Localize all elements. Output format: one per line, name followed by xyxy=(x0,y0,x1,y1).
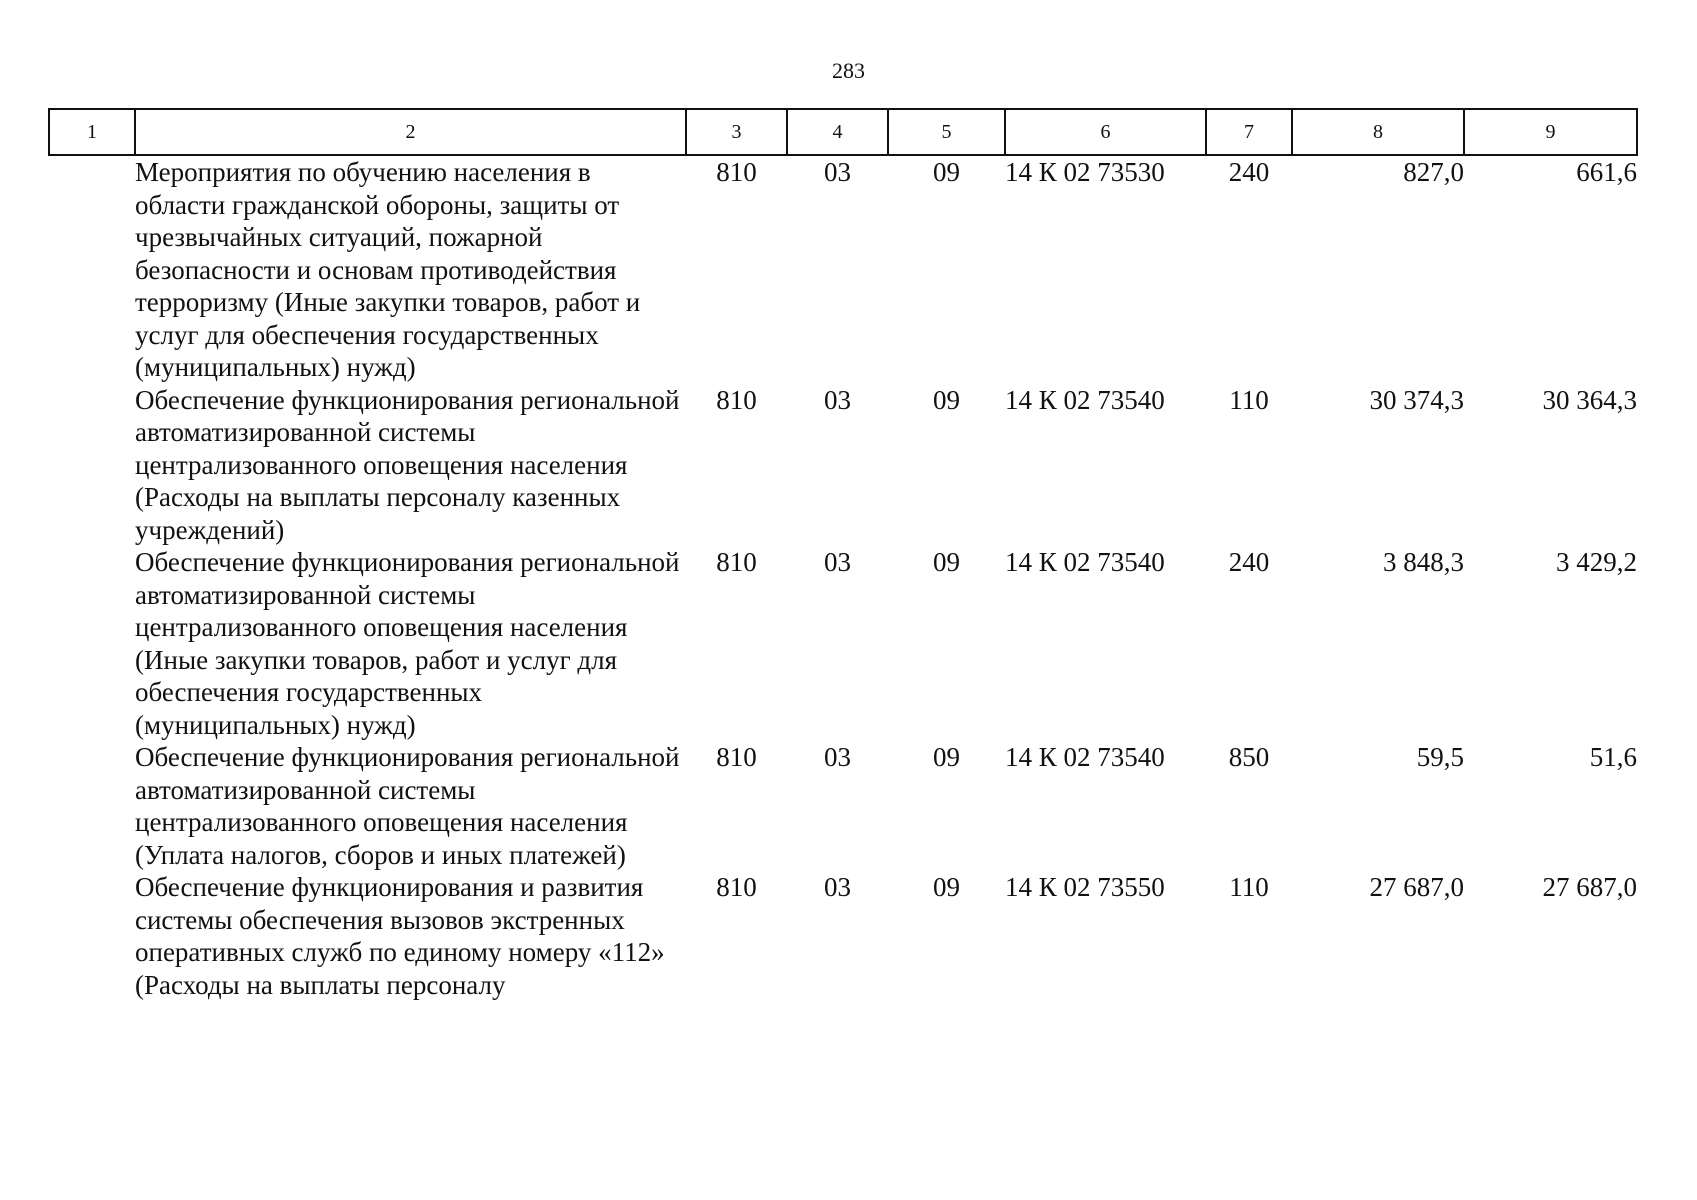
row-description: Обеспечение функционирования и развития системы обеспечения вызовов экстренных оперативных служб по единому номеру «112» (Расходы на выплаты персоналу xyxy=(135,872,665,1000)
row-index-cell xyxy=(49,546,135,741)
amount-col-8: 27 687,0 xyxy=(1369,872,1464,902)
subsection-code: 09 xyxy=(933,384,960,415)
target-article-code: 14 К 02 73540 xyxy=(1005,547,1165,577)
expense-type-code: 240 xyxy=(1228,157,1270,187)
amount-col-8: 827,0 xyxy=(1403,157,1464,187)
table-row xyxy=(49,871,1637,1001)
row-index-cell xyxy=(49,384,135,547)
table-row xyxy=(49,546,1637,741)
ministry-code: 810 xyxy=(716,384,757,415)
amount-col-8: 59,5 xyxy=(1416,742,1464,772)
amount-col-9: 27 687,0 xyxy=(1542,872,1637,902)
column-number-header xyxy=(49,109,1637,155)
column-header: 6 xyxy=(1005,109,1206,155)
table-row xyxy=(49,741,1637,871)
target-article-code: 14 К 02 73540 xyxy=(1005,384,1165,415)
column-header: 5 xyxy=(888,109,1005,155)
target-article-code: 14 К 02 73550 xyxy=(1005,872,1165,902)
expense-type-code: 110 xyxy=(1229,384,1269,415)
row-description: Мероприятия по обучению населения в области гражданской обороны, защиты от чрезвычайных ситуаций, пожарной безопасности и основам противодействия терроризму (Иные закупки товаров, работ и услуг для обеспечения государственных (муниципальных) нужд) xyxy=(135,157,641,382)
column-header: 1 xyxy=(49,109,135,155)
ministry-code: 810 xyxy=(716,547,757,577)
subsection-code: 09 xyxy=(933,872,960,902)
amount-col-8: 3 848,3 xyxy=(1383,547,1464,577)
section-code: 03 xyxy=(824,384,851,415)
ministry-code: 810 xyxy=(716,157,757,187)
expense-type-code: 850 xyxy=(1228,742,1270,772)
column-header: 4 xyxy=(787,109,888,155)
section-code: 03 xyxy=(824,157,851,187)
expense-type-code: 110 xyxy=(1229,872,1269,902)
amount-col-8: 30 374,3 xyxy=(1369,384,1464,415)
table-row xyxy=(49,384,1637,547)
column-header: 7 xyxy=(1206,109,1292,155)
section-code: 03 xyxy=(824,872,851,902)
expense-type-code: 240 xyxy=(1228,547,1270,577)
budget-table xyxy=(48,108,1638,1001)
amount-col-9: 661,6 xyxy=(1576,157,1637,187)
subsection-code: 09 xyxy=(933,547,960,577)
column-header: 2 xyxy=(135,109,686,155)
row-index-cell xyxy=(49,741,135,871)
row-description: Обеспечение функционирования региональной автоматизированной системы централизованного оповещения населения (Иные закупки товаров, работ и услуг для обеспечения государственных (муниципальных) нужд) xyxy=(135,547,680,740)
row-index-cell xyxy=(49,871,135,1001)
table-row xyxy=(49,155,1637,384)
row-description: Обеспечение функционирования региональной автоматизированной системы централизованного оповещения населения (Расходы на выплаты персоналу казенных учреждений) xyxy=(135,384,680,545)
amount-col-9: 51,6 xyxy=(1589,742,1637,772)
ministry-code: 810 xyxy=(716,872,757,902)
ministry-code: 810 xyxy=(716,742,757,772)
subsection-code: 09 xyxy=(933,157,960,187)
column-header: 9 xyxy=(1464,109,1637,155)
column-header: 8 xyxy=(1292,109,1464,155)
target-article-code: 14 К 02 73540 xyxy=(1005,742,1165,772)
subsection-code: 09 xyxy=(933,742,960,772)
row-description: Обеспечение функционирования региональной автоматизированной системы централизованного оповещения населения (Уплата налогов, сборов и иных платежей) xyxy=(135,742,680,870)
column-header: 3 xyxy=(686,109,787,155)
amount-col-9: 30 364,3 xyxy=(1542,384,1637,415)
target-article-code: 14 К 02 73530 xyxy=(1005,157,1165,187)
section-code: 03 xyxy=(824,547,851,577)
row-index-cell xyxy=(49,155,135,384)
page-number: 283 xyxy=(832,58,865,83)
section-code: 03 xyxy=(824,742,851,772)
amount-col-9: 3 429,2 xyxy=(1556,547,1637,577)
